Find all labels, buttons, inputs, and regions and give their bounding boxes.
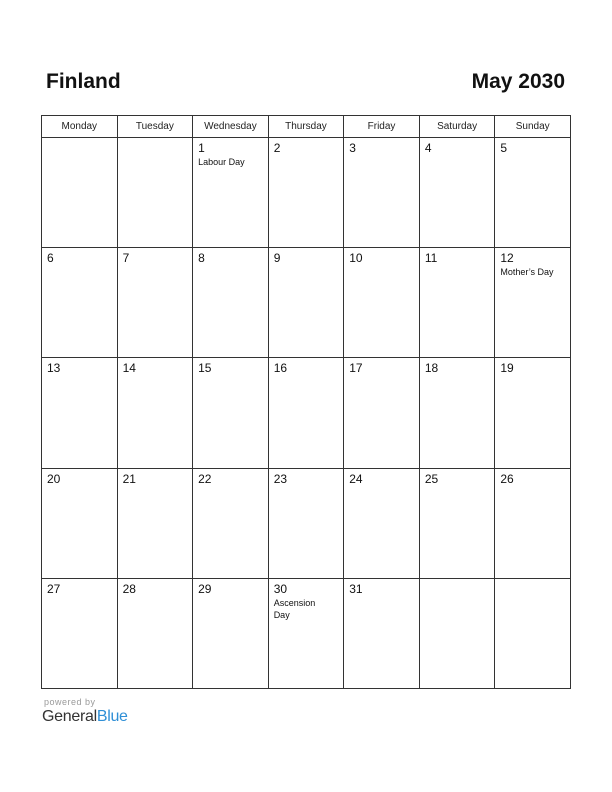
day-cell [344, 578, 420, 688]
day-number: 10 [349, 251, 363, 266]
weekday-header: Wednesday [193, 116, 269, 138]
day-cell [193, 578, 269, 688]
day-number: 16 [273, 361, 288, 376]
day-number: 15 [198, 361, 212, 376]
day-number: 17 [349, 361, 363, 376]
week-row [42, 468, 571, 578]
day-number: 3 [349, 141, 356, 155]
day-cell [117, 468, 193, 578]
day-cell [42, 578, 118, 688]
day-cell [344, 138, 420, 248]
day-cell [344, 358, 420, 468]
day-number: 6 [47, 251, 54, 266]
day-number: 30 [273, 581, 288, 596]
day-cell [268, 578, 344, 688]
weekday-header: Saturday [419, 116, 495, 138]
day-number: 1 [198, 141, 205, 155]
week-row [42, 248, 571, 358]
day-number: 25 [424, 471, 439, 486]
day-cell [42, 138, 118, 248]
day-number: 5 [500, 141, 508, 155]
month-year-title: May 2030 [471, 70, 565, 93]
day-number: 13 [47, 361, 61, 376]
day-number: 27 [47, 581, 61, 596]
day-cell [117, 138, 193, 248]
day-cell [193, 358, 269, 468]
week-row [42, 578, 571, 688]
generalblue-logo [42, 708, 128, 726]
day-cell [193, 138, 269, 248]
weekday-header: Tuesday [117, 116, 193, 138]
day-number: 26 [500, 471, 514, 486]
day-number: 18 [424, 361, 439, 376]
weekday-header: Friday [344, 116, 420, 138]
day-number: 7 [122, 251, 130, 266]
day-cell [268, 468, 344, 578]
day-cell [268, 248, 344, 358]
day-cell [419, 468, 495, 578]
day-number: 11 [424, 251, 438, 266]
day-number: 20 [47, 471, 61, 486]
logo-general-text: General [42, 708, 97, 725]
day-cell [42, 248, 118, 358]
day-cell [419, 358, 495, 468]
day-number: 22 [198, 471, 212, 486]
day-cell [117, 578, 193, 688]
holiday-label: Labour Day [198, 157, 245, 167]
weekday-header-row [42, 116, 571, 138]
holiday-label: Ascension Day [273, 597, 316, 620]
day-number: 8 [198, 251, 205, 266]
day-cell [495, 138, 571, 248]
day-cell [193, 248, 269, 358]
day-cell [419, 578, 495, 688]
holiday-label: Mother’s Day [500, 267, 554, 278]
day-cell [268, 138, 344, 248]
day-cell [495, 358, 571, 468]
weekday-header: Thursday [268, 116, 344, 138]
week-row [42, 358, 571, 468]
country-title: Finland [46, 70, 121, 93]
weekday-header: Sunday [495, 116, 571, 138]
day-cell [495, 468, 571, 578]
day-cell [419, 248, 495, 358]
calendar-grid [41, 115, 571, 689]
day-cell [193, 468, 269, 578]
day-number: 19 [500, 361, 514, 376]
calendar-body [42, 138, 571, 689]
day-number: 4 [424, 141, 432, 155]
day-number: 29 [198, 581, 212, 596]
day-cell [419, 138, 495, 248]
day-cell [117, 248, 193, 358]
day-cell [268, 358, 344, 468]
day-cell [344, 468, 420, 578]
day-number: 28 [122, 581, 136, 596]
week-row [42, 138, 571, 248]
day-number: 12 [500, 251, 514, 266]
day-number: 23 [273, 471, 288, 486]
day-cell [344, 248, 420, 358]
powered-by-text: powered by [44, 697, 96, 707]
day-number: 21 [122, 471, 136, 486]
day-number: 24 [349, 471, 363, 486]
day-cell [495, 248, 571, 358]
day-number: 14 [122, 361, 136, 376]
day-cell [117, 358, 193, 468]
weekday-header: Monday [42, 116, 118, 138]
day-cell [42, 468, 118, 578]
day-number: 9 [273, 251, 281, 266]
day-number: 31 [349, 581, 363, 596]
logo-blue-text: Blue [96, 708, 128, 725]
day-cell [42, 358, 118, 468]
day-number: 2 [273, 141, 281, 155]
day-cell [495, 578, 571, 688]
